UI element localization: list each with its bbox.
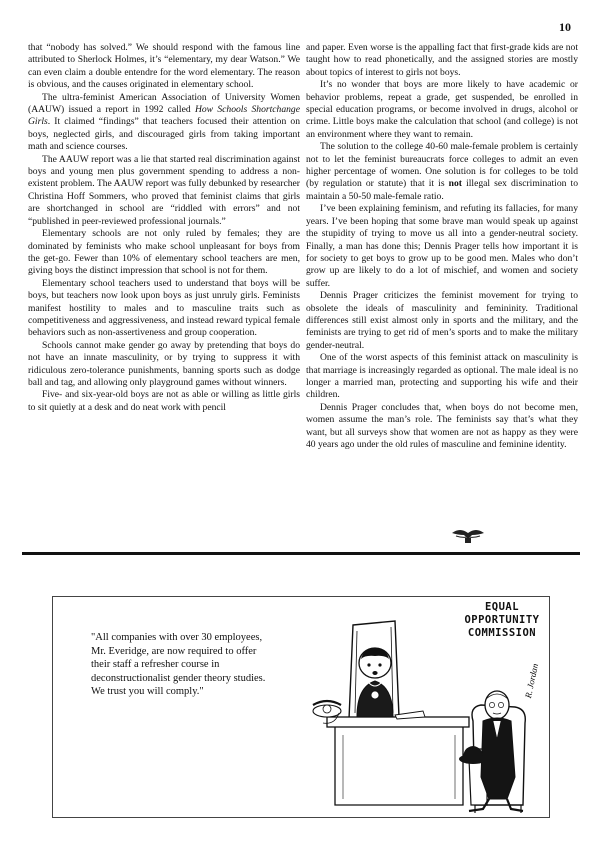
article-paragraph — [306, 203, 578, 290]
eagle-emblem-icon — [450, 525, 486, 545]
report-title: How Schools Shortchange Girls — [28, 104, 300, 128]
paragraph-text: Dennis Prager concludes that, when boys do not become men, women assume the man’s role. The feminists say that’s what they want, but all surveys show that women are not as happy as they were 40 years ago under the old rules of masculine and feminine identity. — [306, 401, 578, 450]
sign-line: EQUAL — [484, 601, 520, 613]
paragraph-text: I’ve been explaining feminism, and refuting its fallacies, for many years. I’ve been hoping that some brave man would speak up against the stupidity of trying to move us all into a gender-neutral society. Finally, a man has done this; Dennis Prager tells how important it is for society to get boys to grow up to be good men. Males who don’t grow up are likely to do a lot of mischief, and women and society suffer. — [306, 203, 578, 289]
paragraph-text: The ultra-feminist American Association of University Women (AAUW) issued a report in 1992 called — [28, 91, 300, 116]
paragraph-text: illegal sex discrimination to maintain a 50-50 male-female ratio. — [306, 178, 578, 202]
paragraph-text: Dennis Prager criticizes the feminist movement for trying to obsolete the ideals of masculinity and femininity. Traditional differences still exist almost only in sports and the military, and the feminists are trying to get rid of men’s sports and to make the military gender-neutral. — [306, 290, 578, 351]
article-paragraph — [28, 42, 300, 92]
man-head — [485, 691, 509, 719]
article-paragraph — [28, 389, 300, 414]
paragraph-text: and paper. Even worse is the appalling fact that first-grade kids are not taught how to read phonetically, and the assigned stories are mostly about topics of interest to girls not boys. — [306, 42, 578, 78]
article-paragraph — [28, 92, 300, 154]
section-divider — [22, 552, 580, 555]
article-paragraph — [28, 154, 300, 228]
paragraph-text: The AAUW report was a lie that started real discrimination against boys and young men plus government spending to address a non-existent problem. The AAUW report was fully debunked by researcher Christina Hoff Sommers, who proved that feminist claims that girls are shortchanged in school are “riddled with errors” and not “published in peer-reviewed professional journals.” — [28, 153, 300, 227]
article-paragraph — [306, 141, 578, 203]
article-paragraph — [28, 278, 300, 340]
paragraph-text: Elementary schools are not only ruled by females; they are dominated by feminists who make school unpleasant for boys from the get-go. Fewer than 10% of elementary school teachers are men, giving boys the distinct impression that school is not for them. — [28, 228, 300, 277]
emphasis-text: not — [448, 178, 462, 190]
paragraph-text: One of the worst aspects of this feminist attack on masculinity is that marriage is increasingly regarded as optional. The male ideal is no longer a married man, protecting and supporting his wife and their children. — [306, 352, 578, 401]
article-paragraph — [306, 352, 578, 402]
paragraph-text: The solution to the college 40-60 male-female problem is certainly not to let the feminist bureaucrats force colleges to admit an even higher percentage of women. One solution is for colleges to be told (by regulation or statute) that it is — [306, 141, 578, 190]
paragraph-text: Schools cannot make gender go away by pretending that boys do not have an innate masculinity, or by trying to suppress it with ridiculous zero-tolerance punishments, banning sports such as dodge ball and tag, and allowing only playground games without winners. — [28, 339, 300, 388]
sign-line: OPPORTUNITY — [464, 614, 540, 626]
cartoon-illustration — [283, 609, 549, 815]
paragraph-text: . It claimed “findings” that teachers focused their attention on boys, neglected girls, and discouraged girls from taking important math and science courses. — [28, 116, 300, 153]
article-paragraph — [306, 290, 578, 352]
article-paragraph — [306, 79, 578, 141]
paragraph-text: It’s no wonder that boys are more likely to have academic or behavior problems, repeat a grade, get suspended, be enrolled in special education programs, or become involved in drugs, alcohol or crime. Little boys make the calculation that school (and college) is not an environment where they want to remain. — [306, 79, 578, 140]
cartoon-caption: "All companies with over 30 employees, Mr. Everidge, are now required to offer their staff a refresher course in deconstructionalist gender theory studies. We trust you will comply." — [91, 632, 266, 697]
artist-signature: R. Jordan — [523, 662, 541, 700]
article-paragraph — [306, 402, 578, 452]
article-right-column — [306, 42, 578, 451]
paragraph-text: Five- and six-year-old boys are not as able or willing as little girls to sit quietly at a desk and do neat work with pencil — [28, 389, 300, 413]
page-number: 10 — [559, 20, 571, 34]
paragraph-text: Elementary school teachers used to understand that boys will be boys, but teachers now look upon boys as just unruly girls. Feminists manifest hostility to males and to masculine traits such as competitiveness and aggressiveness, and instead reward typical female behaviors such as non-assertiveness and group cooperation. — [28, 277, 300, 339]
article-paragraph — [28, 228, 300, 278]
article-paragraph — [306, 42, 578, 79]
article-left-column — [28, 42, 300, 414]
cartoon-panel — [52, 596, 550, 818]
sign-line: COMMISSION — [467, 627, 537, 639]
paragraph-text: that “nobody has solved.” We should respond with the famous line attributed to Sherlock Holmes, it’s “elementary, my dear Watson.” We can even claim a double entendre for the word elementary. The reason is obvious, and the causes originated in elementary school. — [28, 42, 300, 91]
article-paragraph — [28, 340, 300, 390]
desk-front — [335, 727, 463, 805]
